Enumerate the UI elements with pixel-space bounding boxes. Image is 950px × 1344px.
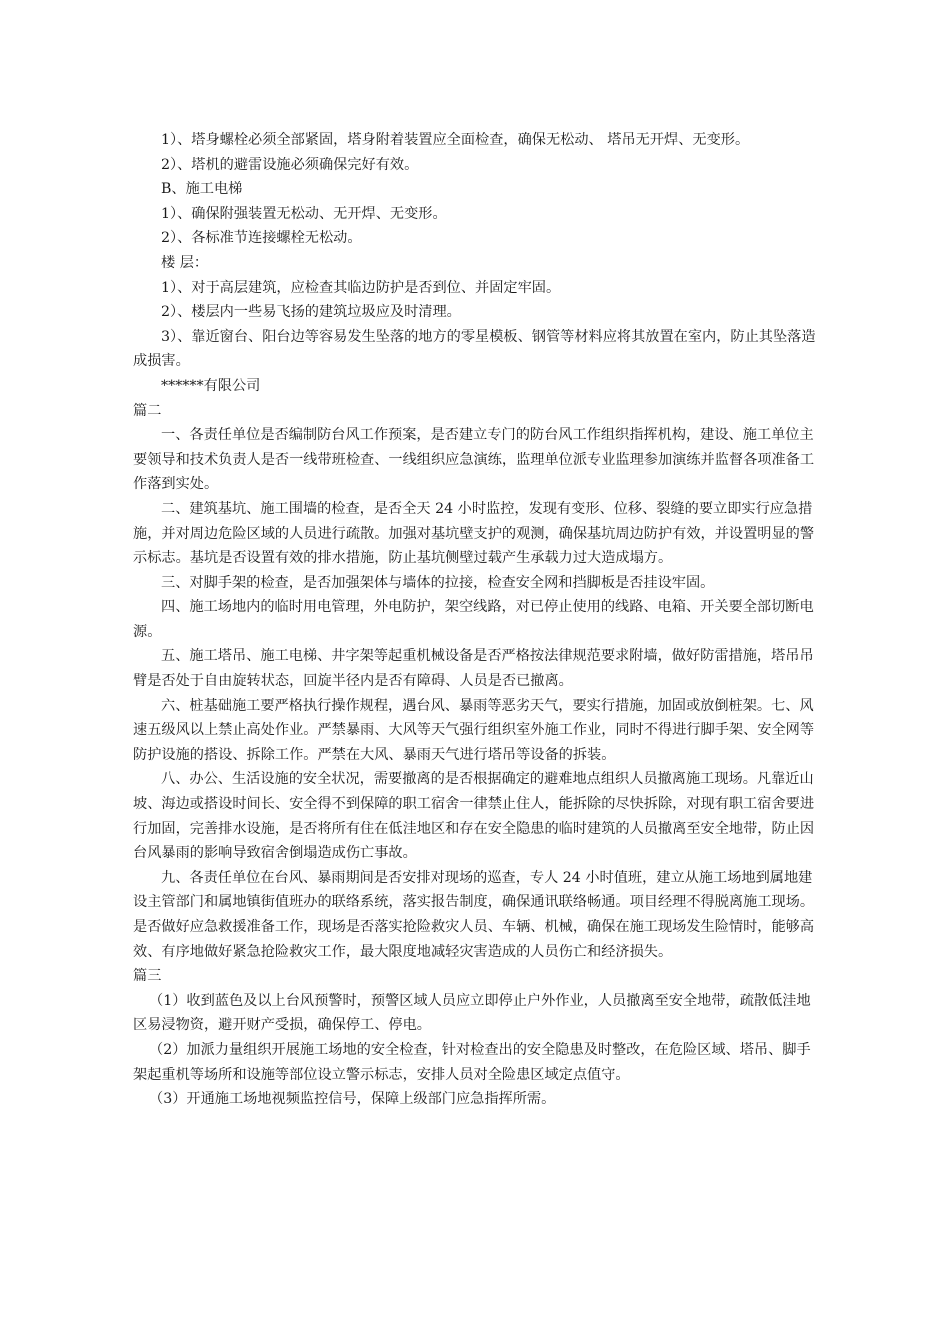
paragraph: （3）开通施工场地视频监控信号，保障上级部门应急指挥所需。 xyxy=(149,1091,556,1108)
section-heading: 篇二 xyxy=(133,402,162,419)
paragraph: 1）、确保附强装置无松动、无开焊、无变形。 xyxy=(161,205,447,222)
paragraph: 二、建筑基坑、施工围墙的检查，是否全天 24 小时监控，发现有变形、位移、裂缝的要立即实行应急措施，并对周边危险区域的人员进行疏散。加强对基坑壁支护的观测，确保基坑周边防护有效，并设置明显的警示标志。基坑是否设置有效的排水措施，防止基坑侧壁过载产生承载力过大造成塌方。 xyxy=(133,500,815,567)
paragraph: 四、施工场地内的临时用电管理，外电防护，架空线路，对已停止使用的线路、电箱、开关要全部切断电源。 xyxy=(133,599,814,640)
paragraph: 2）、各标准节连接螺栓无松动。 xyxy=(161,230,362,247)
paragraph: B、施工电梯 xyxy=(161,181,243,198)
paragraph: （1）收到蓝色及以上台风预警时，预警区域人员应立即停止户外作业，人员撤离至安全地带，疏散低洼地区易浸物资，避开财产受损，确保停工、停电。 xyxy=(133,992,811,1034)
section-heading: 篇三 xyxy=(133,968,162,985)
paragraph: 2）、塔机的避雷设施必须确保完好有效。 xyxy=(161,156,419,173)
paragraph: 九、各责任单位在台风、暴雨期间是否安排对现场的巡查，专人 24 小时值班，建立从施工场地到属地建设主管部门和属地镇街值班办的联络系统，落实报告制度，确保通讯联络畅通。项目经理不得脱离施工现场。是否做好应急救援准备工作，现场是否落实抢险救灾人员、车辆、机械，确保在施工现场发生险情时，能够高效、有序地做好紧急抢险救灾工作，最大限度地减轻灾害造成的人员伤亡和经济损失。 xyxy=(133,869,815,960)
paragraph: （2）加派力量组织开展施工场地的安全检查，针对检查出的安全隐患及时整改，在危险区域、塔吊、脚手架起重机等场所和设施等部位设立警示标志，安排人员对全险患区域定点值守。 xyxy=(133,1041,811,1083)
paragraph: ******有限公司 xyxy=(161,377,261,394)
paragraph: 3）、靠近窗台、阳台边等容易发生坠落的地方的零星模板、钢管等材料应将其放置在室内，防止其坠落造成损害。 xyxy=(133,328,816,370)
paragraph: 2）、楼层内一些易飞扬的建筑垃圾应及时清理。 xyxy=(161,304,461,321)
paragraph: 八、办公、生活设施的安全状况，需要撤离的是否根据确定的避难地点组织人员撤离施工现场。凡靠近山坡、海边或搭设时间长、安全得不到保障的职工宿舍一律禁止住人，能拆除的尽快拆除，对现有职工宿舍要进行加固，完善排水设施，是否将所有住在低洼地区和存在安全隐患的临时建筑的人员撤离至安全地带，防止因台风暴雨的影响导致宿舍倒塌造成伤亡事故。 xyxy=(133,771,815,862)
paragraph: 一、各责任单位是否编制防台风工作预案，是否建立专门的防台风工作组织指挥机构，建设、施工单位主要领导和技术负责人是否一线带班检查、一线组织应急演练，监理单位派专业监理参加演练并监督各项准备工作落到实处。 xyxy=(133,427,815,493)
paragraph: 五、施工塔吊、施工电梯、井字架等起重机械设备是否严格按法律规范要求附墙，做好防雷措施，塔吊吊臂是否处于自由旋转状态，回旋半径内是否有障碍、人员是否已撤离。 xyxy=(133,648,814,690)
paragraph: 1）、对于高层建筑，应检查其临边防护是否到位、并固定牢固。 xyxy=(161,279,561,296)
document-body xyxy=(133,128,823,1112)
paragraph: 六、桩基础施工要严格执行操作规程，遇台风、暴雨等恶劣天气，要实行措施，加固或放倒桩架。七、风速五级风以上禁止高处作业。严禁暴雨、大风等天气强行组织室外施工作业，同时不得进行脚手架、安全网等防护设施的搭设、拆除工作。严禁在大风、暴雨天气进行塔吊等设备的拆装。 xyxy=(133,697,815,763)
paragraph: 楼 层： xyxy=(161,254,209,271)
paragraph: 三、对脚手架的检查，是否加强架体与墙体的拉接，检查安全网和挡脚板是否挂设牢固。 xyxy=(161,574,715,591)
paragraph: 1）、塔身螺栓必须全部紧固，塔身附着装置应全面检查，确保无松动、 塔吊无开焊、无变形。 xyxy=(161,132,750,148)
